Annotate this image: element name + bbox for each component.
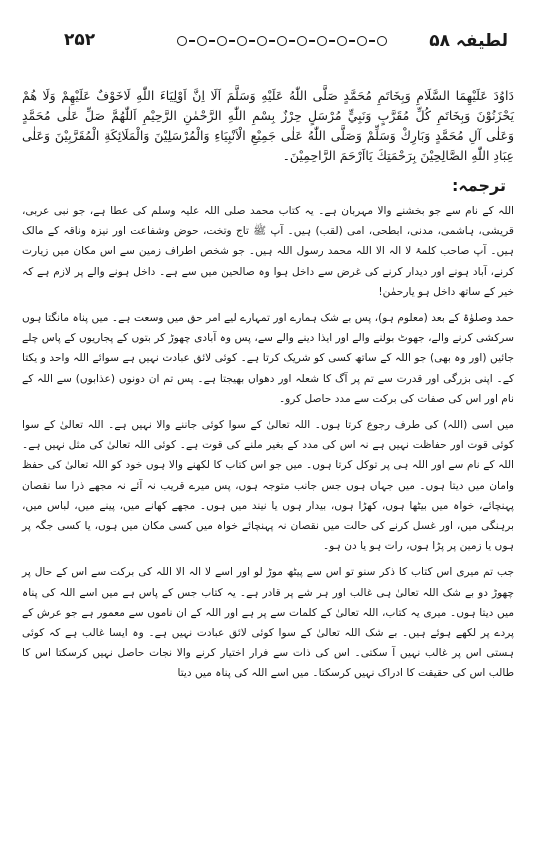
ornament-ring: [337, 36, 347, 46]
ornament-link: [229, 40, 235, 42]
ornament-ring: [177, 36, 187, 46]
ornament-ring: [317, 36, 327, 46]
ornament-link: [209, 40, 215, 42]
chapter-title: لطیفہ ۵۸: [429, 31, 508, 51]
ornament-link: [189, 40, 195, 42]
header-ornament: [177, 36, 387, 46]
arabic-text-block: [22, 86, 514, 166]
ornament-ring: [357, 36, 367, 46]
ornament-link: [269, 40, 275, 42]
translation-heading: ترجمہ:: [452, 176, 506, 195]
ornament-ring: [297, 36, 307, 46]
arabic-paragraph: دَاوُدَ عَلَيْهِمَا السَّلَامِ وَبِخَاتَمِ مُحَمَّدٍ صَلَّى اللّٰهُ عَلَيْهِ وَسَلَّمَ اَلَا اِنَّ اَوْلِيَاءَ اللّٰهِ لَاخَوْفٌ عَلَيْهِمْ وَلَا هُمْ يَحْزَنُوْنَ وَبِخَاتَمِ كُلِّ مُقَرَّبٍ وَنَبِيٍّ مُرْسَلٍ حِرْزٌ بِسْمِ اللّٰهِ الرَّحْمٰنِ الرَّحِيْمِ اَللّٰهُمَّ صَلِّ عَلٰى مُحَمَّدٍ وَعَلٰى آلِ مُحَمَّدٍ وَبَارِكْ وَسَلِّمْ وَصَلَّى اللّٰهُ عَلٰى جَمِيْعِ الْاَنْبِيَاءِ وَالْمُرْسَلِيْنَ وَالْمَلَائِكَةِ الْمُقَرَّبِيْنَ وَعَلٰى عِبَادِ اللّٰهِ الصَّالِحِيْنَ بِرَحْمَتِكَ يَااَرْحَمَ الرَّاحِمِيْنَ۔: [22, 88, 514, 163]
ornament-link: [369, 40, 375, 42]
ornament-link: [349, 40, 355, 42]
ornament-ring: [257, 36, 267, 46]
ornament-ring: [377, 36, 387, 46]
ornament-ring: [217, 36, 227, 46]
ornament-link: [309, 40, 315, 42]
page-number: ۲۵۲: [64, 30, 96, 50]
ornament-ring: [237, 36, 247, 46]
ornament-ring: [197, 36, 207, 46]
ornament-link: [249, 40, 255, 42]
ornament-link: [329, 40, 335, 42]
urdu-paragraph-2: حمد وصلوٰۃ کے بعد (معلوم ہو)، پس بے شک ہمارے اور تمہارے لیے امر حق میں وسعت ہے۔ میں پناہ مانگتا ہوں سرکشی کرنے والے، جھوٹ بولنے والے اور ایذا دینے والے سے، پس وہ آبادی چھوڑ کر بتوں کے پجاریوں کے پاس چلے جائیں (اور وہ بھی) جو اللہ کے ساتھ کسی کو شریک کرتا ہے۔ کوئی لائق عبادت نہیں ہے سوائے اللہ واحد و یکتا کے۔ اپنی بزرگی اور قدرت سے تم پر آگ کا شعلہ اور دھواں بھیجتا ہے۔ پس تم ان دونوں (عذابوں) سے اللہ کے نام اور اس کی صفات کی برکت سے مدد حاصل کرو۔: [22, 312, 514, 405]
page-header: [22, 26, 514, 56]
urdu-paragraph-3: میں اسی (اللہ) کی طرف رجوع کرتا ہوں۔ اللہ تعالیٰ کے سوا کوئی جاننے والا نہیں ہے۔ اللہ تعالیٰ کے سوا کوئی قوت اور حفاظت نہیں ہے نہ اس کی مدد کے بغیر ملنے کی قوت ہے۔ کوئی اللہ تعالیٰ کی مثل نہیں ہے۔ اللہ کے نام سے اور اللہ ہی پر توکل کرتا ہوں۔ میں جو اس کتاب کا لکھنے والا ہوں خود کو اللہ تعالیٰ کی حفظ وامان میں دیتا ہوں۔ میں جہاں ہوں جس جانب متوجہ ہوں، پس میرے قریب نہ آئے نہ مجھے ذرا سا نقصان پہنچائے، خواہ میں بیٹھا ہوں، کھڑا ہوں، بیدار ہوں یا نیند میں ہوں۔ مجھے کھانے میں، پینے میں، لباس میں، برہنگی میں، اور غسل کرنے کی حالت میں نقصان نہ پہنچائے خواہ میں کسی مکان میں ہوں، یا کسی جگہ پر ہوں یا زمین پر پڑا ہوں، رات ہو یا دن ہو۔: [22, 419, 514, 553]
urdu-paragraph-4: جب تم میری اس کتاب کا ذکر سنو تو اس سے پیٹھ موڑ لو اور اسے لا الہ الا اللہ کی برکت سے اس کے حال پر چھوڑ دو بے شک اللہ تعالیٰ ہی غالب اور ہر شے پر قادر ہے۔ یہ کتاب جس کے پاس ہے میں اسے اللہ کی پناہ میں دیتا ہوں۔ میری یہ کتاب، اللہ تعالیٰ کے کلمات سے پر ہے اور اللہ کے ان ناموں سے معمور ہے جو عرش کے پردے پر لکھے ہوئے ہیں۔ بے شک اللہ تعالیٰ کے سوا کوئی لائق عبادت نہیں ہے۔ وہ ایسا غالب ہے کہ کوئی ہستی اس پر غالب نہیں آ سکتی۔ اس کی ذات سے فرار اختیار کرنے والا نجات حاصل نہیں کرسکتا اس کا طالب اس کی حقیقت کا ادراک نہیں کرسکتا۔ میں اسے اللہ کی پناہ میں دیتا: [22, 566, 514, 680]
ornament-link: [289, 40, 295, 42]
ornament-ring: [277, 36, 287, 46]
urdu-translation-block: [22, 201, 514, 684]
urdu-paragraph-1: اللہ کے نام سے جو بخشنے والا مہربان ہے۔ یہ کتاب محمد صلی اللہ علیہ وسلم کی عطا ہے، جو نبی عربی، قریشی، ہاشمی، مدنی، ابطحی، امی (لقب) ہیں۔ آپ ﷺ تاج وتخت، حوض وشفاعت اور نیزہ وناقہ کے مالک ہیں۔ آپ صاحب کلمۂ لا الہ الا اللہ محمد رسول اللہ ہیں۔ جو شخص اطراف زمین سے اس مکان میں زیارت کرنے، آباد ہونے اور دیدار کرنے کی غرض سے داخل ہوا وہ صالحین میں سے ہے۔ داخل ہونے والے پر لازم ہے کہ خیر کے ساتھ داخل ہو یارحمٰن!: [22, 205, 514, 298]
